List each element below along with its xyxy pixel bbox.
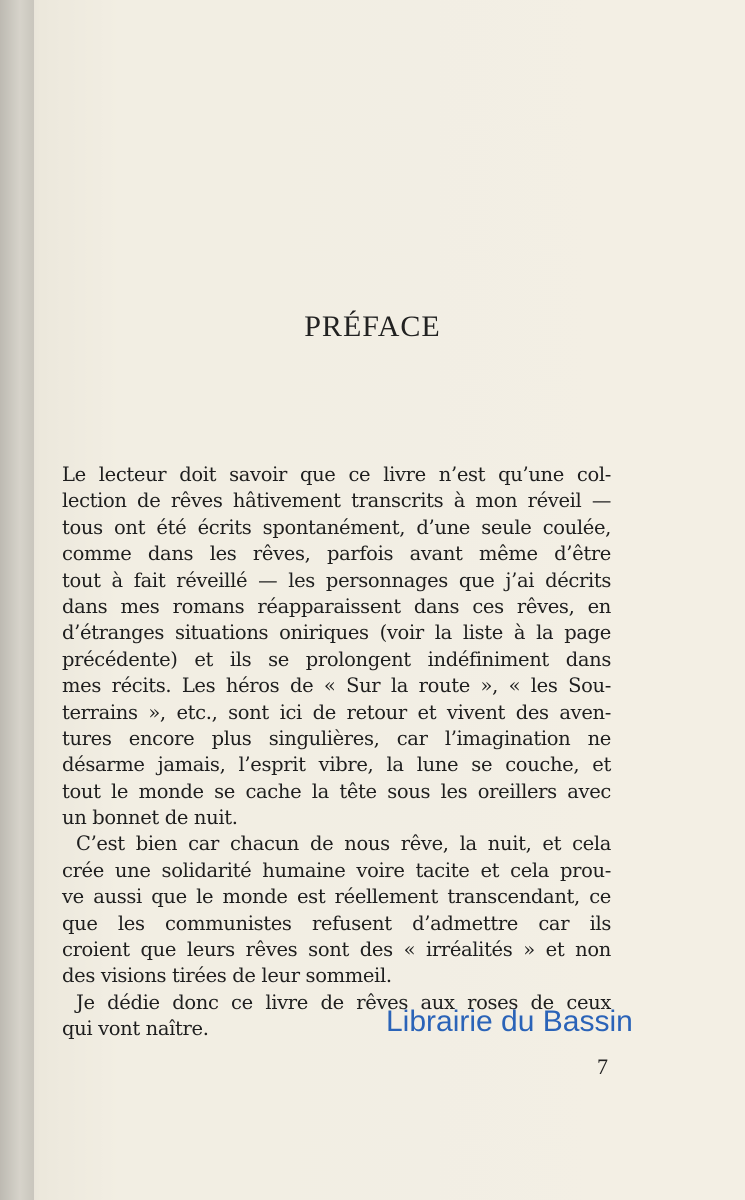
text-line: tures encore plus singulières, car l’imagination ne xyxy=(62,726,611,750)
text-line: C’est bien car chacun de nous rêve, la nuit, et cela xyxy=(76,832,611,856)
text-line: mes récits. Les héros de « Sur la route », « les Sou- xyxy=(62,674,611,698)
text-line: tout à fait réveillé — les personnages que j’ai décrits xyxy=(62,568,611,592)
text-line: qui vont naître. xyxy=(62,1017,209,1041)
page-title: PRÉFACE xyxy=(304,310,441,343)
facing-page-edge xyxy=(0,0,34,1200)
text-line: Je dédie donc ce livre de rêves aux roses de ceux xyxy=(76,990,611,1014)
text-line: d’étranges situations oniriques (voir la liste à la page xyxy=(62,621,611,645)
text-line: terrains », etc., sont ici de retour et vivent des aven- xyxy=(62,700,611,724)
text-line: tous ont été écrits spontanément, d’une seule coulée, xyxy=(62,515,611,539)
text-line: précédente) et ils se prolongent indéfiniment dans xyxy=(62,647,611,671)
text-line: crée une solidarité humaine voire tacite et cela prou- xyxy=(62,858,611,882)
text-line: désarme jamais, l’esprit vibre, la lune se couche, et xyxy=(62,753,611,777)
text-line: ve aussi que le monde est réellement transcendant, ce xyxy=(62,885,611,909)
text-line: tout le monde se cache la tête sous les oreillers avec xyxy=(62,779,611,803)
text-line: lection de rêves hâtivement transcrits à mon réveil — xyxy=(62,489,611,513)
page-number: 7 xyxy=(597,1054,608,1079)
preface-text xyxy=(62,462,611,1043)
bookseller-watermark: Librairie du Bassin xyxy=(386,1005,633,1038)
text-line: que les communistes refusent d’admettre car ils xyxy=(62,911,611,935)
text-line: dans mes romans réapparaissent dans ces rêves, en xyxy=(62,594,611,618)
text-line: croient que leurs rêves sont des « irréalités » et non xyxy=(62,938,611,962)
text-line: comme dans les rêves, parfois avant même d’être xyxy=(62,542,611,566)
text-line: Le lecteur doit savoir que ce livre n’est qu’une col- xyxy=(62,463,611,486)
text-line: un bonnet de nuit. xyxy=(62,806,238,830)
text-line: des visions tirées de leur sommeil. xyxy=(62,964,392,988)
